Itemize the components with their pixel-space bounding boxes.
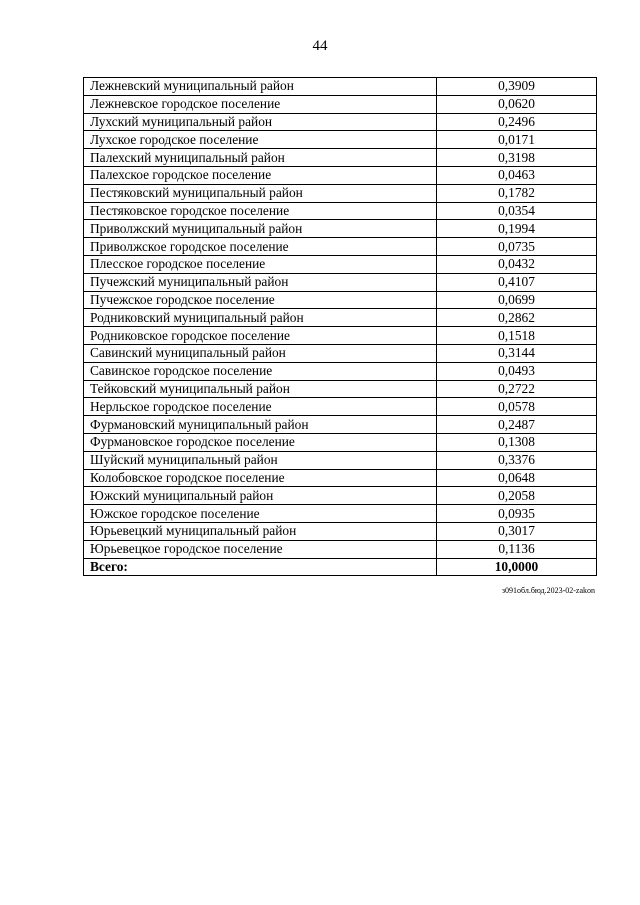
table-row (84, 113, 597, 131)
table-row (84, 380, 597, 398)
coefficient-value: 0,2862 (437, 309, 597, 327)
municipality-name: Пестяковский муниципальный район (84, 184, 437, 202)
table-row (84, 131, 597, 149)
municipality-name: Южское городское поселение (84, 505, 437, 523)
coefficient-value: 0,0432 (437, 255, 597, 273)
coefficient-value: 0,2496 (437, 113, 597, 131)
total-row (84, 558, 597, 576)
municipality-name: Савинское городское поселение (84, 362, 437, 380)
table-body (84, 78, 597, 576)
table-row (84, 398, 597, 416)
municipality-name: Пестяковское городское поселение (84, 202, 437, 220)
page-number: 44 (312, 38, 328, 54)
document-code: з091обл.бюд.2023-02-zakon (501, 586, 595, 595)
table-row (84, 540, 597, 558)
coefficient-value: 0,1994 (437, 220, 597, 238)
municipality-name: Лухское городское поселение (84, 131, 437, 149)
municipality-name: Юрьевецкий муниципальный район (84, 522, 437, 540)
coefficient-value: 0,3909 (437, 78, 597, 96)
municipality-name: Нерльское городское поселение (84, 398, 437, 416)
municipality-name: Родниковское городское поселение (84, 327, 437, 345)
table-row (84, 522, 597, 540)
table-row (84, 78, 597, 96)
table-row (84, 505, 597, 523)
coefficient-value: 0,3017 (437, 522, 597, 540)
table-row (84, 220, 597, 238)
coefficient-value: 0,3198 (437, 149, 597, 167)
table-row (84, 344, 597, 362)
municipality-name: Приволжский муниципальный район (84, 220, 437, 238)
municipality-name: Тейковский муниципальный район (84, 380, 437, 398)
municipality-name: Фурмановское городское поселение (84, 433, 437, 451)
municipality-name: Южский муниципальный район (84, 487, 437, 505)
table-row (84, 433, 597, 451)
coefficient-value: 0,0735 (437, 238, 597, 256)
coefficient-value: 0,0699 (437, 291, 597, 309)
coefficient-value: 0,0620 (437, 95, 597, 113)
coefficient-value: 0,0648 (437, 469, 597, 487)
table-row (84, 238, 597, 256)
coefficient-value: 0,1782 (437, 184, 597, 202)
municipality-name: Савинский муниципальный район (84, 344, 437, 362)
table-row (84, 166, 597, 184)
municipality-name: Приволжское городское поселение (84, 238, 437, 256)
coefficient-value: 0,0171 (437, 131, 597, 149)
table-row (84, 469, 597, 487)
coefficient-value: 0,2722 (437, 380, 597, 398)
table-row (84, 327, 597, 345)
municipality-name: Лежневский муниципальный район (84, 78, 437, 96)
coefficient-value: 0,3376 (437, 451, 597, 469)
municipality-name: Палехский муниципальный район (84, 149, 437, 167)
municipality-name: Шуйский муниципальный район (84, 451, 437, 469)
table-row (84, 95, 597, 113)
table-row (84, 149, 597, 167)
municipality-name: Юрьевецкое городское поселение (84, 540, 437, 558)
coefficient-value: 0,1518 (437, 327, 597, 345)
coefficient-value: 0,1308 (437, 433, 597, 451)
municipality-name: Родниковский муниципальный район (84, 309, 437, 327)
total-label: Всего: (84, 558, 437, 576)
coefficient-value: 0,2058 (437, 487, 597, 505)
allocation-table (83, 77, 597, 576)
coefficient-value: 0,0493 (437, 362, 597, 380)
table-row (84, 291, 597, 309)
municipality-name: Колобовское городское поселение (84, 469, 437, 487)
coefficient-value: 0,0354 (437, 202, 597, 220)
municipality-name: Пучежский муниципальный район (84, 273, 437, 291)
municipality-name: Фурмановский муниципальный район (84, 416, 437, 434)
coefficient-value: 0,4107 (437, 273, 597, 291)
coefficient-value: 0,0578 (437, 398, 597, 416)
table-row (84, 309, 597, 327)
table-row (84, 255, 597, 273)
table-row (84, 202, 597, 220)
coefficient-value: 0,2487 (437, 416, 597, 434)
coefficient-value: 0,0463 (437, 166, 597, 184)
municipality-name: Лежневское городское поселение (84, 95, 437, 113)
coefficient-value: 0,0935 (437, 505, 597, 523)
municipality-name: Лухский муниципальный район (84, 113, 437, 131)
municipality-name: Палехское городское поселение (84, 166, 437, 184)
table-row (84, 487, 597, 505)
coefficient-value: 0,3144 (437, 344, 597, 362)
table-row (84, 451, 597, 469)
municipality-name: Плесское городское поселение (84, 255, 437, 273)
table-row (84, 184, 597, 202)
table-row (84, 416, 597, 434)
table-row (84, 362, 597, 380)
municipality-name: Пучежское городское поселение (84, 291, 437, 309)
coefficient-value: 0,1136 (437, 540, 597, 558)
total-value: 10,0000 (437, 558, 597, 576)
table-row (84, 273, 597, 291)
